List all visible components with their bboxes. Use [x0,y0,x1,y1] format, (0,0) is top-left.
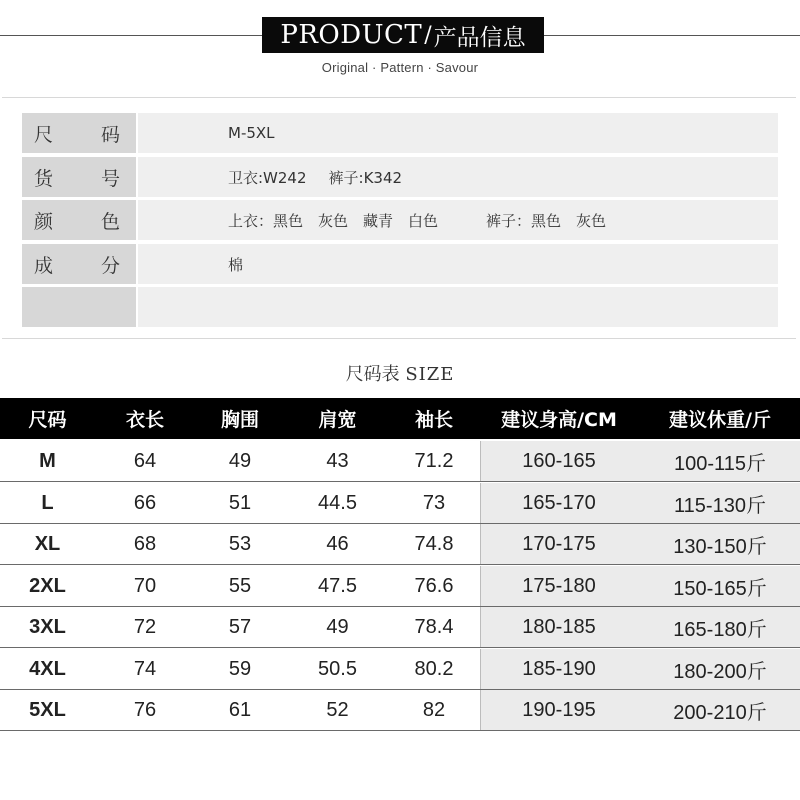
info-row-color [22,200,778,240]
info-label [22,200,136,240]
cell-chest: 57 [228,616,252,638]
cell-weight: 150-165斤 [673,577,767,600]
cell-sleeve: 76.6 [414,574,454,597]
cell-length: 70 [133,574,157,597]
info-row-empty [22,287,778,327]
cell-shoulder: 52 [326,699,349,721]
table-row [0,441,800,482]
cell-weight: 180-200斤 [673,660,767,683]
cell-height: 180-185 [522,616,596,638]
header-cell-height: 建议身高/CM [501,409,617,431]
cell-weight: 165-180斤 [673,619,767,641]
info-value-color [138,200,778,240]
size-table-title [0,360,800,386]
cell-shoulder: 50.5 [318,657,357,680]
size-table-title-en: SIZE [405,364,455,385]
info-label-char: 货 [34,167,54,190]
cell-length: 72 [133,616,157,638]
cell-size: L [41,491,54,514]
table-row [0,483,800,524]
info-label [22,244,136,284]
header-cell-sleeve: 袖长 [414,409,453,431]
cell-size: 3XL [29,616,66,638]
cell-sleeve: 82 [422,699,446,721]
cell-sleeve: 73 [422,491,446,514]
info-label-char: 码 [100,123,120,146]
cell-length: 64 [133,450,157,472]
cell-weight: 130-150斤 [673,536,767,558]
cell-weight: 100-115斤 [674,453,766,475]
header-cell-length: 衣长 [125,409,164,431]
cell-height: 185-190 [522,657,596,680]
header-cell-chest: 胸围 [220,409,259,431]
info-row-item-number [22,157,778,197]
cell-chest: 49 [228,450,252,472]
header-cell-shoulder: 肩宽 [318,409,357,431]
cell-size: 4XL [29,657,66,680]
info-value-item-number [138,157,778,197]
info-label-char: 成 [34,254,54,277]
cell-weight: 200-210斤 [673,702,767,724]
cell-chest: 61 [228,699,252,721]
cell-shoulder: 46 [326,533,349,555]
cell-sleeve: 80.2 [414,657,454,680]
product-title-separator: / [424,22,432,48]
table-row [0,566,800,607]
cell-length: 74 [133,657,157,680]
cell-shoulder: 47.5 [318,574,357,597]
info-label [22,157,136,197]
info-value-empty [138,287,778,327]
cell-weight: 115-130斤 [674,494,766,517]
size-table-title-cn: 尺码表 [345,364,400,385]
table-row [0,649,800,690]
cell-shoulder: 49 [326,616,349,638]
table-row [0,524,800,565]
size-table-header [0,398,800,439]
info-label-char: 号 [100,167,120,190]
info-value-size: M-5XL [138,113,778,153]
product-title-banner [262,17,544,53]
info-value-material: 棉 [138,244,778,284]
header-cell-weight: 建议休重/斤 [669,409,771,431]
info-label [22,113,136,153]
color-pants: 裤子：黑色 灰色 [486,211,607,230]
header-rule-left [0,35,262,36]
info-label-char: 颜 [34,210,54,233]
product-info-panel [2,97,796,339]
table-row [0,690,800,731]
cell-chest: 51 [228,491,252,514]
cell-sleeve: 71.2 [414,450,454,472]
cell-chest: 59 [228,657,252,680]
header-cell-size: 尺码 [28,409,67,431]
cell-height: 170-175 [522,533,596,555]
cell-sleeve: 74.8 [414,533,454,555]
info-label-char: 尺 [34,123,54,146]
info-row-material [22,244,778,284]
cell-length: 76 [133,699,157,721]
cell-shoulder: 43 [326,450,349,472]
item-number-hoodie: 卫衣:W242 [228,168,307,187]
cell-length: 66 [133,491,157,514]
cell-sleeve: 78.4 [414,616,454,638]
cell-size: XL [34,533,61,555]
color-top: 上衣：黑色 灰色 藏青 白色 [228,211,439,230]
cell-height: 165-170 [522,491,596,514]
info-label-char: 分 [100,254,120,277]
info-label-char: 色 [100,210,120,233]
item-number-pants: 裤子:K342 [328,168,403,187]
info-label [22,287,136,327]
cell-size: 5XL [29,699,66,721]
table-row [0,607,800,648]
cell-length: 68 [133,533,157,555]
cell-height: 160-165 [522,450,596,472]
cell-shoulder: 44.5 [318,491,357,514]
product-title-cn: 产品信息 [433,24,526,51]
cell-height: 175-180 [522,574,596,597]
product-title-en: PRODUCT [280,20,423,50]
product-subtitle: Original · Pattern · Savour [321,60,479,75]
info-row-size [22,113,778,153]
cell-size: M [39,450,56,472]
row-divider [0,730,800,731]
cell-height: 190-195 [522,699,596,721]
header-rule-right [544,35,800,36]
cell-chest: 55 [228,574,252,597]
cell-size: 2XL [29,574,66,597]
cell-chest: 53 [228,533,252,555]
